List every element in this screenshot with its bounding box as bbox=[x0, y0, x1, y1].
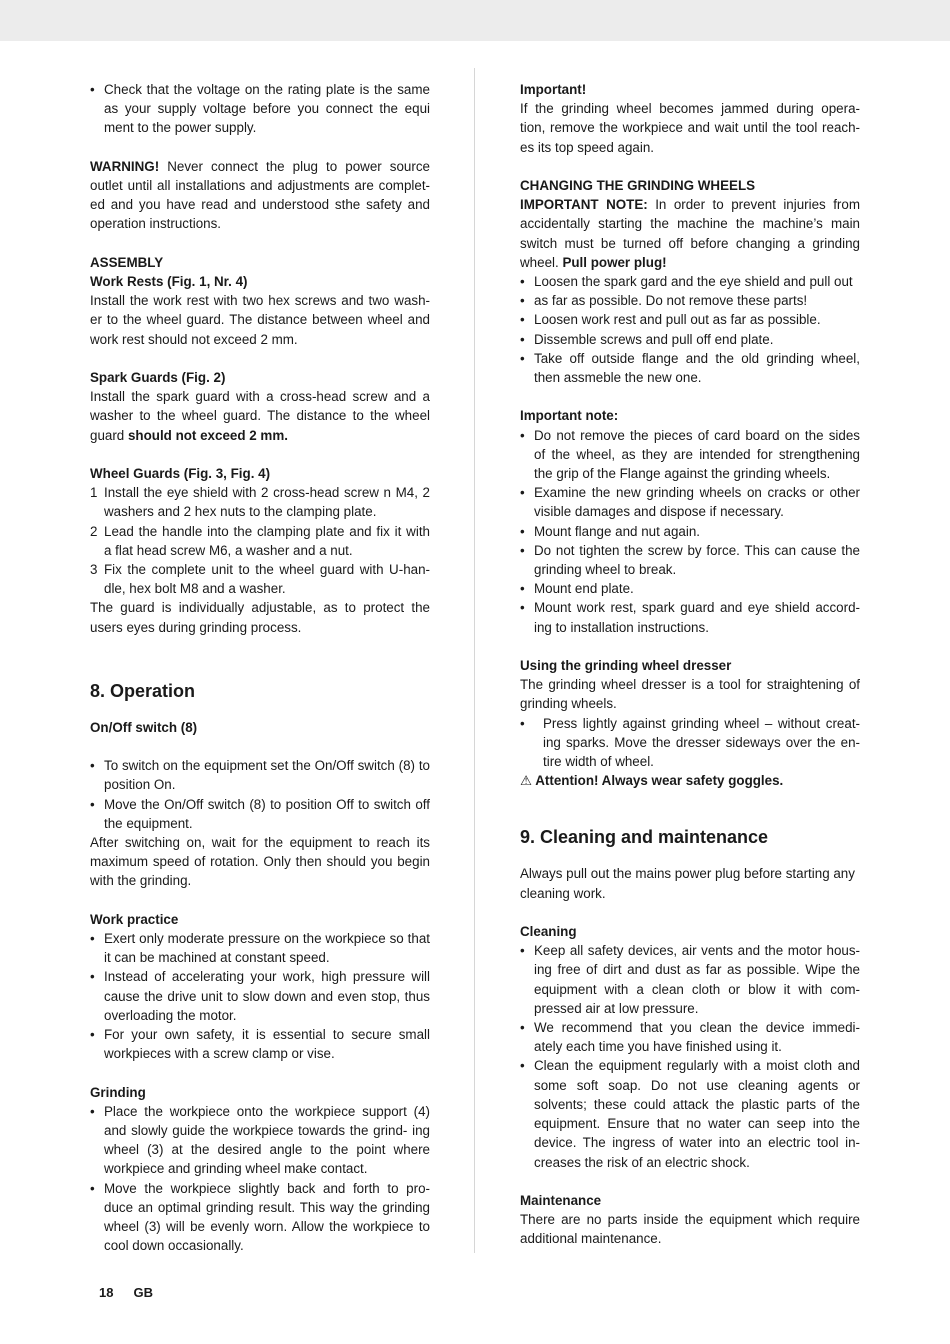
step-number: 1 bbox=[90, 485, 98, 501]
list-item-text: as far as possible. Do not remove these parts! bbox=[534, 293, 808, 309]
list-item bbox=[520, 426, 860, 484]
bullet-marker: • bbox=[520, 581, 525, 597]
spark-guards-bold: should not exceed 2 mm. bbox=[127, 427, 288, 443]
right-column bbox=[520, 80, 860, 1249]
bullet-marker: • bbox=[520, 293, 525, 309]
list-item-text: Dissemble screws and pull off end plate. bbox=[534, 331, 774, 347]
warning-paragraph bbox=[90, 157, 430, 234]
bullet-marker: • bbox=[520, 350, 525, 366]
changing-list bbox=[520, 272, 860, 387]
list-item bbox=[90, 967, 430, 1025]
list-item bbox=[90, 560, 430, 598]
bullet-marker: • bbox=[520, 485, 525, 501]
bullet-marker: • bbox=[520, 1058, 525, 1074]
page-footer bbox=[99, 1283, 173, 1302]
changing-heading: CHANGING THE GRINDING WHEELS bbox=[520, 178, 756, 193]
work-practice-heading: Work practice bbox=[90, 911, 179, 927]
list-item bbox=[520, 1056, 860, 1171]
maintenance-text: There are no parts inside the equipment which require additional maintenance. bbox=[520, 1212, 860, 1247]
list-item-text: For your own safety, it is essential to secure small workpieces with a screw clamp or vise. bbox=[104, 1027, 430, 1062]
list-item bbox=[520, 349, 860, 387]
list-item bbox=[90, 929, 430, 967]
list-item-text: Lead the handle into the clamping plate and fix it with a flat head screw M6, a washer and a nut. bbox=[104, 523, 430, 558]
list-item-text: Clean the equipment regularly with a moist cloth and some soft soap. Do not use cleaning agents or solvents; these could attack the plastic parts of the equipment. Ensure that no water can seep into the device. The ingress of water into an electric tool in- creases the risk of an electric shock. bbox=[534, 1058, 860, 1170]
warning-label: WARNING! bbox=[90, 158, 160, 174]
cleaning-heading: Cleaning bbox=[520, 924, 577, 940]
bullet-marker: • bbox=[520, 542, 525, 558]
list-item bbox=[520, 272, 860, 291]
spark-guards-text: Install the spark guard with a cross-head screw and a washer to the wheel guard. The distance to the wheel guard bbox=[90, 389, 430, 443]
left-column bbox=[90, 80, 430, 1255]
list-item bbox=[90, 795, 430, 833]
maintenance-heading: Maintenance bbox=[520, 1192, 602, 1208]
bullet-marker: • bbox=[90, 82, 95, 97]
bullet-marker: • bbox=[520, 427, 525, 443]
list-item-text: Loosen the spark gard and the eye shield and pull out bbox=[534, 274, 853, 290]
work-rests-text: Install the work rest with two hex screws and two wash- er to the wheel guard. The distance between wheel and work rest should not exceed 2 mm. bbox=[90, 293, 430, 347]
list-item bbox=[90, 1179, 430, 1256]
list-item bbox=[520, 291, 860, 310]
list-item bbox=[520, 330, 860, 349]
bullet-marker: • bbox=[520, 274, 525, 290]
list-item bbox=[90, 1025, 430, 1063]
wheel-guards-heading: Wheel Guards (Fig. 3, Fig. 4) bbox=[90, 466, 271, 481]
onoff-text: After switching on, wait for the equipment to reach its maximum speed of rotation. Only then should you begin with the grinding. bbox=[90, 835, 430, 889]
list-item bbox=[520, 579, 860, 598]
cleaning-intro: Always pull out the mains power plug before starting any cleaning work. bbox=[520, 866, 855, 901]
important-note-heading: Important note: bbox=[520, 408, 619, 424]
dresser-heading: Using the grinding wheel dresser bbox=[520, 658, 732, 674]
changing-note-text: In order to prevent injuries from accidentally starting the machine the machine’s main switch must be turned off before changing a grinding wheel. bbox=[520, 197, 860, 270]
warning-triangle-icon: ⚠ bbox=[520, 773, 533, 789]
list-item-text: Mount flange and nut again. bbox=[534, 523, 701, 539]
list-item-text: Install the eye shield with 2 cross-head screw n M4, 2 washers and 2 hex nuts to the clamping plate. bbox=[104, 485, 430, 520]
column-divider bbox=[474, 68, 475, 1253]
changing-note-label: IMPORTANT NOTE: bbox=[520, 197, 648, 213]
list-item-text: Loosen work rest and pull out as far as possible. bbox=[534, 312, 821, 328]
list-item bbox=[90, 483, 430, 521]
page-number: 18 bbox=[99, 1285, 114, 1300]
assembly-heading: ASSEMBLY bbox=[90, 254, 164, 270]
list-item-text: Fix the complete unit to the wheel guard with U-han- dle, hex bolt M8 and a washer. bbox=[104, 562, 430, 597]
cleaning-list bbox=[520, 941, 860, 1171]
list-item-text: Mount end plate. bbox=[534, 581, 634, 597]
list-item-text: Press lightly against grinding wheel – without creat- ing sparks. Move the dresser sideways over the en- tire width of wheel. bbox=[543, 715, 860, 770]
list-item-text: To switch on the equipment set the On/Off switch (8) to position On. bbox=[104, 758, 430, 793]
work-rests-heading: Work Rests (Fig. 1, Nr. 4) bbox=[90, 274, 248, 289]
list-item bbox=[90, 756, 430, 794]
list-item-text: Move the On/Off switch (8) to position Off to switch off the equipment. bbox=[104, 796, 430, 831]
language-code: GB bbox=[133, 1285, 153, 1300]
attention-line bbox=[520, 771, 860, 790]
cleaning-title: 9. Cleaning and maintenance bbox=[520, 827, 769, 848]
voltage-list bbox=[90, 80, 430, 138]
bullet-marker: • bbox=[90, 1027, 95, 1043]
bullet-marker: • bbox=[90, 931, 95, 947]
onoff-list bbox=[90, 756, 430, 833]
list-item bbox=[520, 541, 860, 579]
bullet-marker: • bbox=[520, 1020, 525, 1036]
page-top-band bbox=[0, 0, 950, 41]
list-item bbox=[520, 714, 860, 772]
list-item-text: Keep all safety devices, air vents and the motor hous- ing free of dirt and dust as far as possible. Wipe the equipment with a clean cloth or blow it with com- pressed air at low pressure. bbox=[534, 943, 860, 1016]
bullet-marker: • bbox=[90, 969, 95, 985]
list-item bbox=[90, 80, 430, 138]
list-item-text: Do not tighten the screw by force. This can cause the grinding wheel to break. bbox=[534, 542, 860, 578]
important-note-list bbox=[520, 426, 860, 637]
important-text: If the grinding wheel becomes jammed during opera- tion, remove the workpiece and wait until the tool reach- es its top speed again. bbox=[520, 101, 860, 155]
wheel-guards-steps bbox=[90, 483, 430, 598]
dresser-list bbox=[520, 714, 860, 772]
list-item-text: Instead of accelerating your work, high pressure will cause the drive unit to slow down and even stop, thus overloading the motor. bbox=[104, 969, 430, 1023]
list-item-text: Mount work rest, spark guard and eye shield accord- ing to installation instructions. bbox=[534, 600, 860, 635]
list-item bbox=[90, 522, 430, 560]
bullet-marker: • bbox=[90, 796, 95, 812]
list-item-text: Take off outside flange and the old grinding wheel, then assmeble the new one. bbox=[534, 350, 860, 386]
list-item bbox=[520, 483, 860, 521]
attention-text: Attention! Always wear safety goggles. bbox=[532, 773, 784, 789]
changing-note-bold: Pull power plug! bbox=[562, 254, 667, 270]
list-item-text: Examine the new grinding wheels on cracks or other visible damages and dispose if necessary. bbox=[534, 485, 860, 520]
step-number: 3 bbox=[90, 562, 98, 578]
bullet-marker: • bbox=[520, 331, 525, 347]
dresser-text: The grinding wheel dresser is a tool for straightening of grinding wheels. bbox=[520, 677, 860, 712]
list-item bbox=[520, 941, 860, 1018]
list-item-text: Exert only moderate pressure on the workpiece so that it can be machined at constant speed. bbox=[104, 931, 430, 966]
list-item bbox=[90, 1102, 430, 1179]
bullet-marker: • bbox=[520, 312, 525, 328]
list-item bbox=[520, 1018, 860, 1056]
list-item-text: Check that the voltage on the rating plate is the same as your supply voltage before you connect the equi ment to the power supply. bbox=[104, 82, 430, 136]
bullet-marker: • bbox=[90, 1103, 95, 1119]
grinding-list bbox=[90, 1102, 430, 1256]
bullet-marker: • bbox=[520, 943, 525, 959]
spark-guards-paragraph bbox=[90, 387, 430, 445]
list-item bbox=[520, 310, 860, 329]
onoff-heading: On/Off switch (8) bbox=[90, 719, 198, 735]
important-heading: Important! bbox=[520, 82, 587, 97]
list-item-text: We recommend that you clean the device immedi- ately each time you have finished using it. bbox=[534, 1020, 860, 1055]
bullet-marker: • bbox=[520, 600, 525, 616]
list-item bbox=[520, 598, 860, 636]
list-item-text: Do not remove the pieces of card board on the sides of the wheel, as they are intended for strengthening the grip of the Flange against the grinding wheels. bbox=[534, 427, 860, 482]
warning-text: Never connect the plug to power source outlet until all installations and adjustments are complet- ed and you have read and understood sthe safety and operation instructions. bbox=[90, 158, 430, 232]
operation-title: 8. Operation bbox=[90, 680, 196, 701]
step-number: 2 bbox=[90, 523, 98, 539]
list-item bbox=[520, 522, 860, 541]
list-item-text: Move the workpiece slightly back and forth to pro- duce an optimal grinding result. This way the grinding wheel (3) will be evenly worn. Allow the workpiece to cool down occasionally. bbox=[104, 1180, 430, 1254]
work-practice-list bbox=[90, 929, 430, 1063]
spark-guards-heading: Spark Guards (Fig. 2) bbox=[90, 370, 226, 385]
wheel-guards-text: The guard is individually adjustable, as to protect the users eyes during grinding process. bbox=[90, 600, 430, 635]
bullet-marker: • bbox=[520, 715, 525, 731]
changing-note bbox=[520, 195, 860, 272]
bullet-marker: • bbox=[90, 1180, 95, 1196]
bullet-marker: • bbox=[520, 523, 525, 539]
bullet-marker: • bbox=[90, 758, 95, 774]
list-item-text: Place the workpiece onto the workpiece support (4) and slowly guide the workpiece towards the grind- ing wheel (3) at the desired angle to the point where workpiece and grinding wheel make contact. bbox=[104, 1103, 430, 1177]
grinding-heading: Grinding bbox=[90, 1084, 146, 1100]
